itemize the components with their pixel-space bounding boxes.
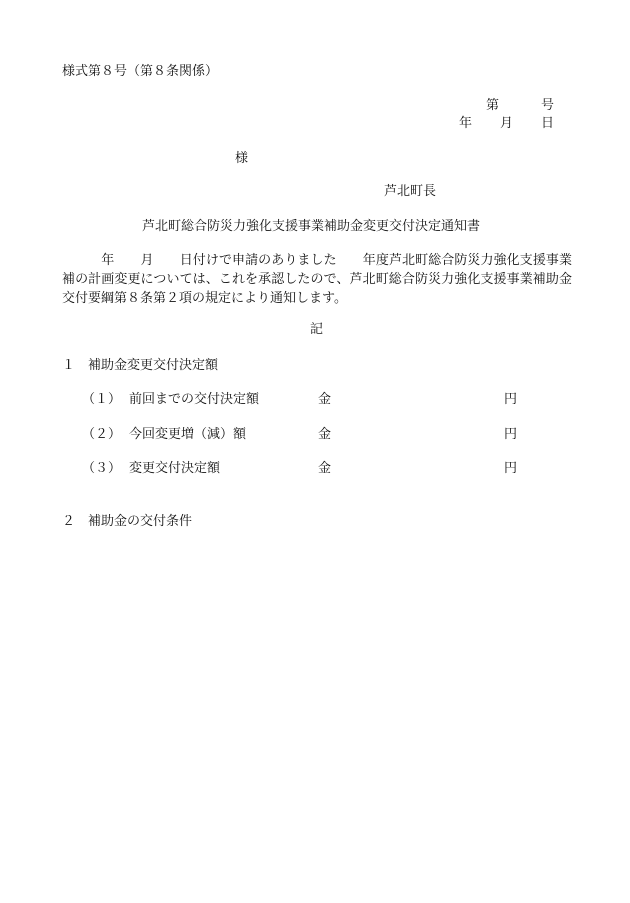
item2-en: 円 xyxy=(504,427,518,442)
section2-title: ２ 補助金の交付条件 xyxy=(62,514,193,529)
doc-number-go: 号 xyxy=(541,98,555,113)
item3-label: 変更交付決定額 xyxy=(129,461,221,476)
item2-label: 今回変更増（減）額 xyxy=(129,427,247,442)
doc-number-dai: 第 xyxy=(486,98,500,113)
date-day: 日 xyxy=(541,116,555,131)
item1-en: 円 xyxy=(504,392,518,407)
ki-heading: 記 xyxy=(310,322,324,337)
item1-label: 前回までの交付決定額 xyxy=(129,392,260,407)
item1-kin: 金 xyxy=(318,392,332,407)
section1-title: １ 補助金変更交付決定額 xyxy=(62,358,219,373)
sender-name: 芦北町長 xyxy=(384,184,437,199)
item2-number: （２） xyxy=(82,427,122,442)
item2-kin: 金 xyxy=(318,427,332,442)
date-month: 月 xyxy=(500,116,514,131)
recipient-suffix: 様 xyxy=(235,151,249,166)
document-title: 芦北町総合防災力強化支援事業補助金変更交付決定通知書 xyxy=(142,219,481,234)
item1-number: （１） xyxy=(82,392,122,407)
body-paragraph: 年 月 日付けで申請のありました 年度芦北町総合防災力強化支援事業補の計画変更については、これを承認したので、芦北町総合防災力強化支援事業補助金交付要綱第８条第２項の規定により通知します。 xyxy=(62,253,572,306)
item3-en: 円 xyxy=(504,461,518,476)
item3-number: （３） xyxy=(82,461,122,476)
form-label: 様式第８号（第８条関係） xyxy=(62,64,219,79)
date-year: 年 xyxy=(459,116,473,131)
item3-kin: 金 xyxy=(318,461,332,476)
